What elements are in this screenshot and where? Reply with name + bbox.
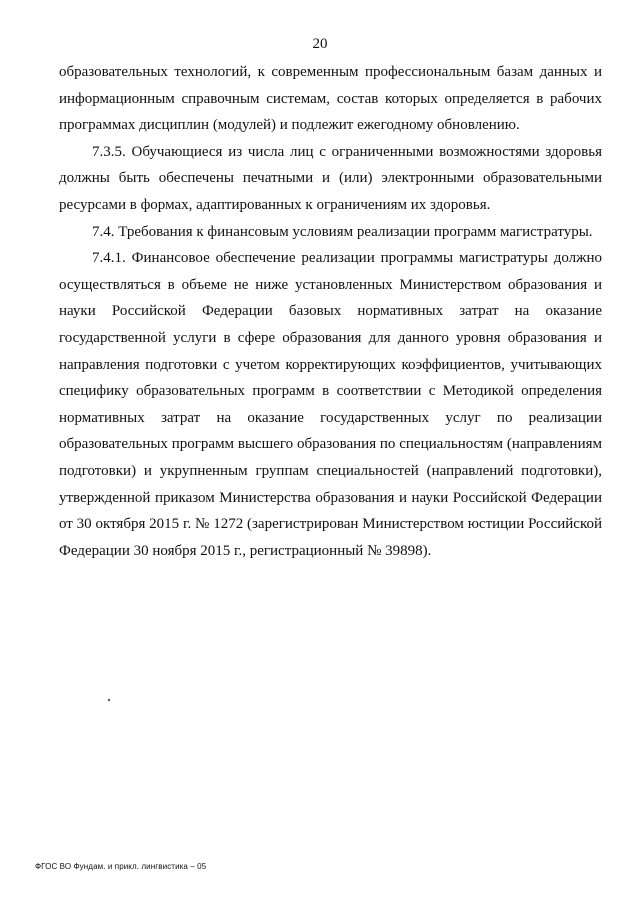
paragraph-continuation: образовательных технологий, к современным профессиональным базам данных и информационным справочным системам, состав которых определяется в рабочих программах дисциплин (модулей) и подлежит ежегодному обновлению. [59,64,602,134]
paragraph-7-3-5: 7.3.5. Обучающиеся из числа лиц с ограниченными возможностями здоровья должны быть обеспечены печатными и (или) электронными образовательными ресурсами в формах, адаптированных к ограничениям их здоровья. [59,143,602,213]
page-number: 20 [312,36,328,52]
paragraph-7-4: 7.4. Требования к финансовым условиям реализации программ магистратуры. [92,223,593,240]
stray-mark [108,699,111,702]
body-text [59,59,602,564]
paragraph-7-4-1: 7.4.1. Финансовое обеспечение реализации программы магистратуры должно осуществляться в объеме не ниже установленных Министерством образования и науки Российской Федерации базовых нормативных затрат на оказание государственной услуги в сфере образования для данного уровня образования и направления подготовки с учетом корректирующих коэффициентов, учитывающих специфику образовательных программ в соответствии с Методикой определения нормативных затрат на оказание государственных услуг по реализации образовательных программ высшего образования по специальностям (направлениям подготовки) и укрупненным группам специальностей (направлений подготовки), утвержденной приказом Министерства образования и науки Российской Федерации от 30 октября 2015 г. № 1272 (зарегистрирован Министерством юстиции Российской Федерации 30 ноября 2015 г., регистрационный № 39898). [59,250,602,559]
footer-note: ФГОС ВО Фундам. и прикл. лингвистика – 05 [35,862,207,871]
